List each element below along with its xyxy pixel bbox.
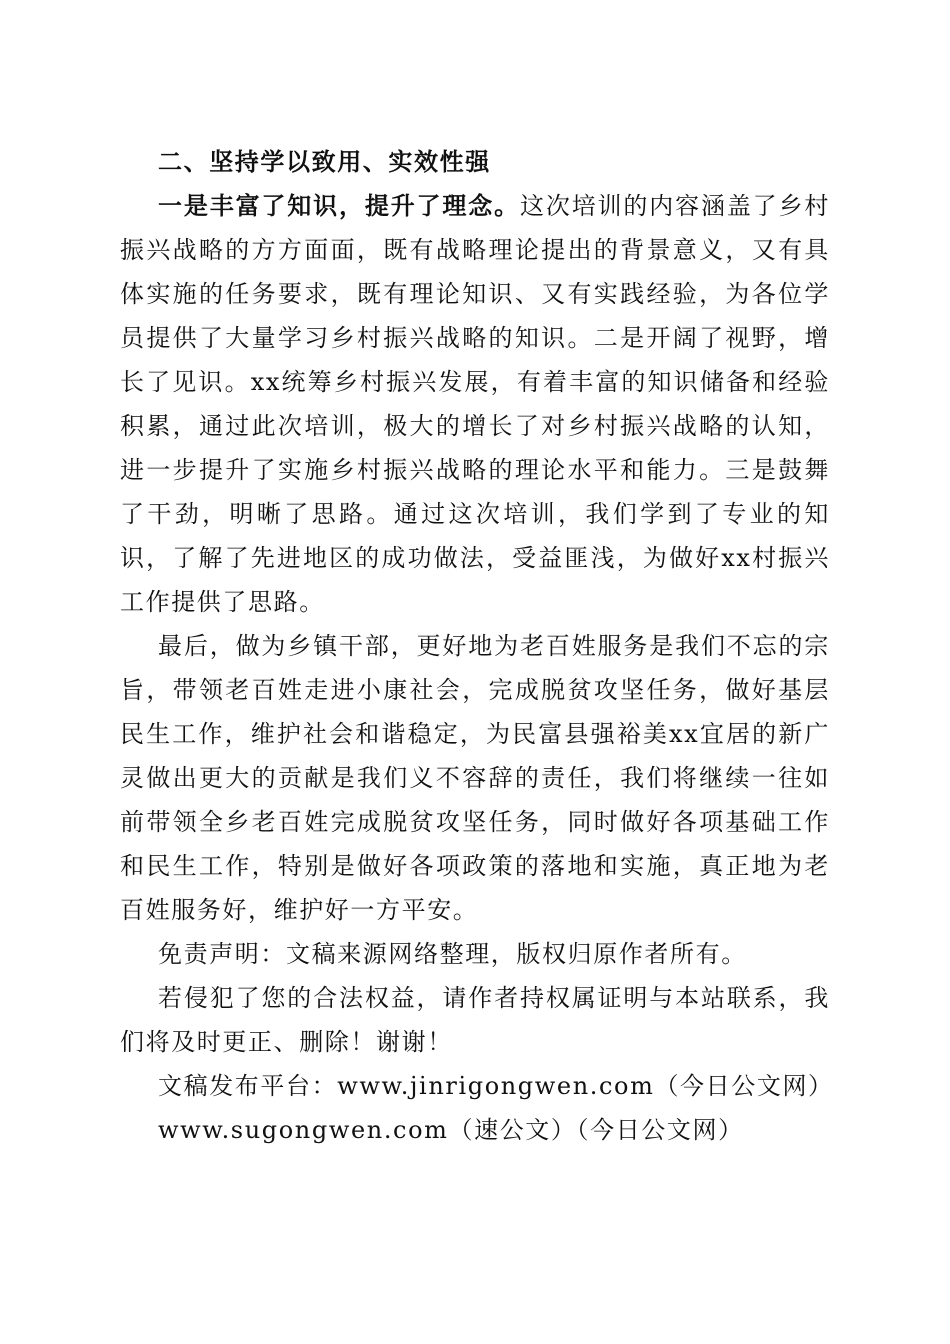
paragraph-body: 这次培训的内容涵盖了乡村振兴战略的方方面面，既有战略理论提出的背景意义，又有具体实施的任务要求，既有理论知识、又有实践经验，为各位学员提供了大量学习乡村振兴战略的知识。二是开阔了视野，增长了见识。xx统筹乡村振兴发展，有着丰富的知识储备和经验积累，通过此次培训，极大的增长了对乡村振兴战略的认知，进一步提升了实施乡村振兴战略的理论水平和能力。三是鼓舞了干劲，明晰了思路。通过这次培训，我们学到了专业的知识，了解了先进地区的成功做法，受益匪浅，为做好xx村振兴工作提供了思路。 [120, 192, 830, 616]
paragraph-conclusion: 最后，做为乡镇干部，更好地为老百姓服务是我们不忘的宗旨，带领老百姓走进小康社会，完成脱贫攻坚任务，做好基层民生工作，维护社会和谐稳定，为民富县强裕美xx宜居的新广灵做出更大的贡献是我们义不容辞的责任，我们将继续一往如前带领全乡老百姓完成脱贫攻坚任务，同时做好各项基础工作和民生工作，特别是做好各项政策的落地和实施，真正地为老百姓服务好，维护好一方平安。 [120, 632, 830, 924]
infringement-notice: 若侵犯了您的合法权益，请作者持权属证明与本站联系，我们将及时更正、删除！谢谢！ [120, 984, 830, 1056]
paragraph-lead: 一是丰富了知识，提升了理念。 [158, 192, 520, 220]
section-heading: 二、坚持学以致用、实效性强 [158, 148, 491, 176]
disclaimer-text: 免责声明：文稿来源网络整理，版权归原作者所有。 [158, 940, 747, 968]
platform-line-2: www.sugongwen.com（速公文）（今日公文网） [158, 1116, 744, 1144]
platform-line: 文稿发布平台：www.jinrigongwen.com（今日公文网） [158, 1072, 834, 1100]
document-body [120, 140, 834, 1152]
paragraph-training-outcomes [120, 184, 830, 624]
